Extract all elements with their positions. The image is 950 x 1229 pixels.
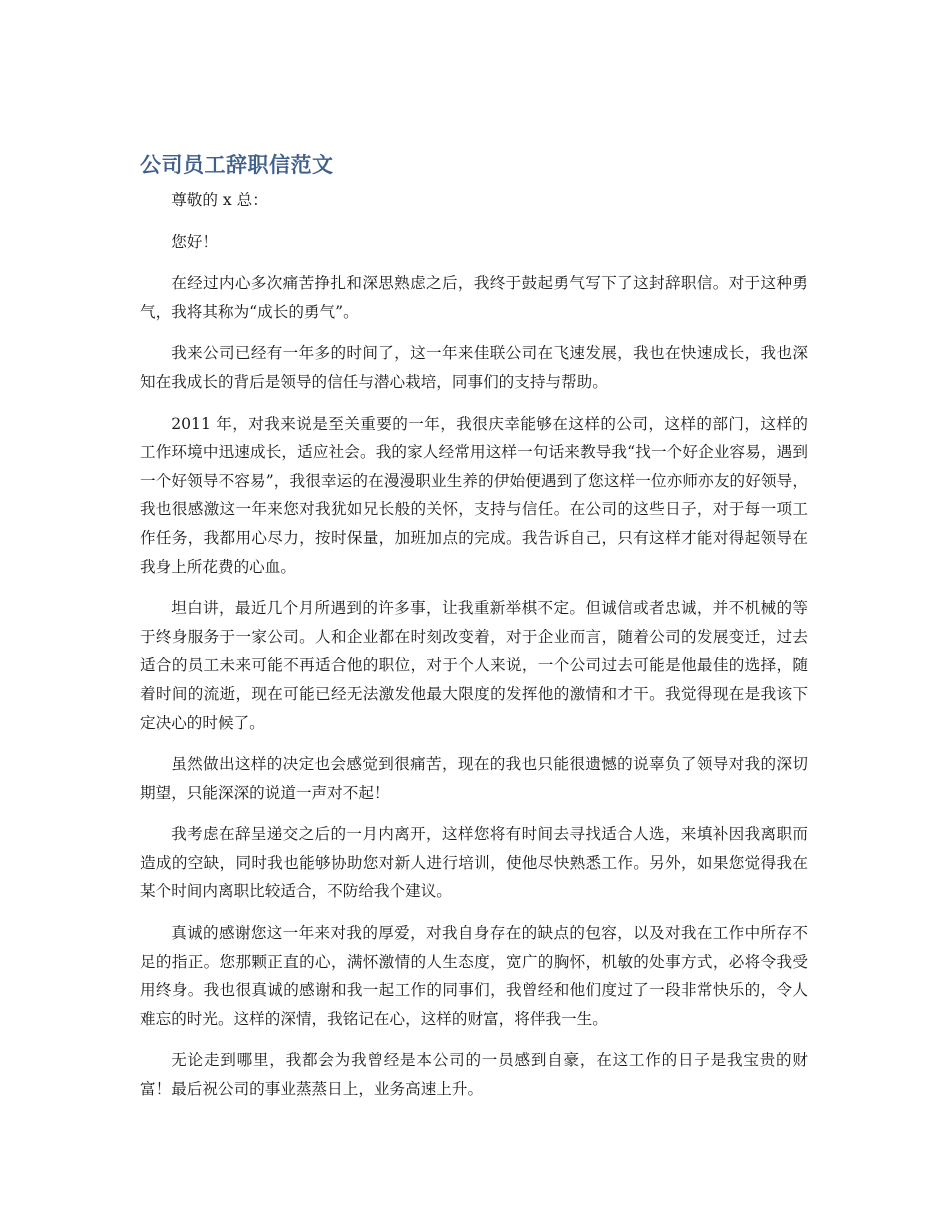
salutation: 尊敬的 x 总： <box>171 191 268 209</box>
body-paragraph: 虽然做出这样的决定也会感觉到很痛苦，现在的我也只能很遗憾的说辜负了领导对我的深切期望，只能深深的说道一声对不起！ <box>140 755 808 802</box>
body-paragraph: 在经过内心多次痛苦挣扎和深思熟虑之后，我终于鼓起勇气写下了这封辞职信。对于这种勇气，我将其称为“成长的勇气”。 <box>140 274 808 321</box>
body-paragraph: 2011 年，对我来说是至关重要的一年，我很庆幸能够在这样的公司，这样的部门，这样的工作环境中迅速成长，适应社会。我的家人经常用这样一句话来教导我“找一个好企业容易，遇到一个好领导不容易”，我很幸运的在漫漫职业生养的伊始便遇到了您这样一位亦师亦友的好领导，我也很感激这一年来您对我犹如兄长般的关怀，支持与信任。在公司的这些日子，对于每一项工作任务，我都用心尽力，按时保量，加班加点的完成。我告诉自己，只有这样才能对得起领导在我身上所花费的心血。 <box>140 414 808 576</box>
document-page <box>140 150 808 1117</box>
document-title: 公司员工辞职信范文 <box>140 153 334 177</box>
body-paragraph: 坦白讲，最近几个月所遇到的许多事，让我重新举棋不定。但诚信或者忠诚，并不机械的等于终身服务于一家公司。人和企业都在时刻改变着，对于企业而言，随着公司的发展变迁，过去适合的员工未来可能不再适合他的职位，对于个人来说，一个公司过去可能是他最佳的选择，随着时间的流逝，现在可能已经无法激发他最大限度的发挥他的激情和才干。我觉得现在是我该下定决心的时候了。 <box>140 599 808 732</box>
body-paragraph: 我考虑在辞呈递交之后的一月内离开，这样您将有时间去寻找适合人选，来填补因我离职而造成的空缺，同时我也能够协助您对新人进行培训，使他尽快熟悉工作。另外，如果您觉得我在某个时间内离职比较适合，不防给我个建议。 <box>140 825 808 901</box>
body-paragraph: 真诚的感谢您这一年来对我的厚爱，对我自身存在的缺点的包容，以及对我在工作中所存不足的指正。您那颗正直的心，满怀激情的人生态度，宽广的胸怀，机敏的处事方式，必将令我受用终身。我也很真诚的感谢和我一起工作的同事们，我曾经和他们度过了一段非常快乐的，令人难忘的时光。这样的深情，我铭记在心，这样的财富，将伴我一生。 <box>140 924 808 1028</box>
greeting: 您好！ <box>171 232 218 251</box>
body-paragraph: 我来公司已经有一年多的时间了，这一年来佳联公司在飞速发展，我也在快速成长，我也深知在我成长的背后是领导的信任与潜心栽培，同事们的支持与帮助。 <box>140 344 808 391</box>
closing-paragraph: 无论走到哪里，我都会为我曾经是本公司的一员感到自豪，在这工作的日子是我宝贵的财富！最后祝公司的事业蒸蒸日上，业务高速上升。 <box>140 1051 808 1099</box>
